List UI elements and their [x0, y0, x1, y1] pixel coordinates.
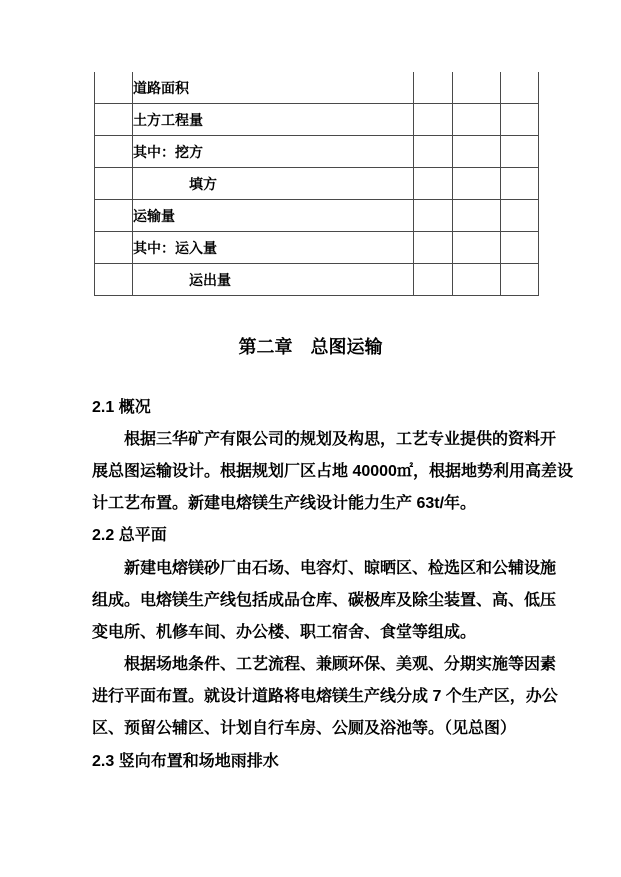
paragraph-line: 区、预留公辅区、计划自行车房、公厕及浴池等。（见总图）: [92, 720, 517, 738]
table-cell-empty: [453, 168, 501, 200]
section-heading-2-3: 2.3 竖向布置和场地雨排水: [92, 752, 279, 770]
table-row: [95, 104, 539, 136]
table-cell-empty: [414, 136, 453, 168]
table-cell-empty: [453, 136, 501, 168]
table-row-label: 运输量: [133, 200, 414, 232]
table-cell-empty: [453, 72, 501, 104]
table-cell-empty: [501, 232, 539, 264]
table-cell-empty: [95, 104, 133, 136]
paragraph-line: 变电所、机修车间、办公楼、职工宿舍、食堂等组成。: [92, 623, 477, 641]
table-row: [95, 232, 539, 264]
table-cell-empty: [501, 72, 539, 104]
paragraph-line: 计工艺布置。新建电熔镁生产线设计能力生产 63t/年。: [92, 495, 477, 513]
table-cell-empty: [501, 104, 539, 136]
table-cell-empty: [95, 232, 133, 264]
section-heading-2-2: 2.2 总平面: [92, 527, 167, 545]
paragraph-line: 进行平面布置。就设计道路将电熔镁生产线分成 7 个生产区，办公: [92, 688, 558, 706]
table-cell-empty: [95, 136, 133, 168]
table-cell-empty: [501, 200, 539, 232]
table-cell-empty: [95, 168, 133, 200]
table-cell-empty: [414, 200, 453, 232]
table-row: [95, 72, 539, 104]
table-cell-empty: [453, 264, 501, 296]
paragraph-line: 组成。电熔镁生产线包括成品仓库、碳极库及除尘装置、高、低压: [92, 591, 557, 609]
table-cell-empty: [95, 200, 133, 232]
paragraph-line: 根据三华矿产有限公司的规划及构思，工艺专业提供的资料开: [124, 430, 557, 448]
section-heading-2-1: 2.1 概况: [92, 398, 151, 416]
paragraph-line: 展总图运输设计。根据规划厂区占地 40000㎡，根据地势利用高差设: [92, 462, 573, 480]
paragraph-line: 新建电熔镁砂厂由石场、电容灯、晾晒区、检选区和公辅设施: [124, 559, 557, 577]
document-body: [92, 389, 573, 775]
table-row: [95, 136, 539, 168]
table-cell-empty: [95, 264, 133, 296]
table-row-label: 其中：运入量: [133, 232, 414, 264]
table-cell-empty: [501, 168, 539, 200]
table-cell-empty: [414, 72, 453, 104]
paragraph-line: 根据场地条件、工艺流程、兼顾环保、美观、分期实施等因素: [124, 656, 557, 674]
chapter-heading: 第二章 总图运输: [238, 337, 383, 357]
continuation-table: [94, 72, 539, 296]
table-cell-empty: [453, 104, 501, 136]
table-cell-empty: [453, 232, 501, 264]
table-row: [95, 200, 539, 232]
table-row: [95, 168, 539, 200]
table-row-label: 土方工程量: [133, 104, 414, 136]
table-row-label: 其中：挖方: [133, 136, 414, 168]
table-cell-empty: [414, 264, 453, 296]
table-cell-empty: [501, 136, 539, 168]
table-cell-empty: [453, 200, 501, 232]
table-cell-empty: [414, 168, 453, 200]
table-cell-empty: [95, 72, 133, 104]
table-row-label: 填方: [133, 168, 414, 200]
table-row-label: 运出量: [133, 264, 414, 296]
table-cell-empty: [414, 104, 453, 136]
table-row-label: 道路面积: [133, 72, 414, 104]
table-cell-empty: [414, 232, 453, 264]
table-cell-empty: [501, 264, 539, 296]
table-row: [95, 264, 539, 296]
